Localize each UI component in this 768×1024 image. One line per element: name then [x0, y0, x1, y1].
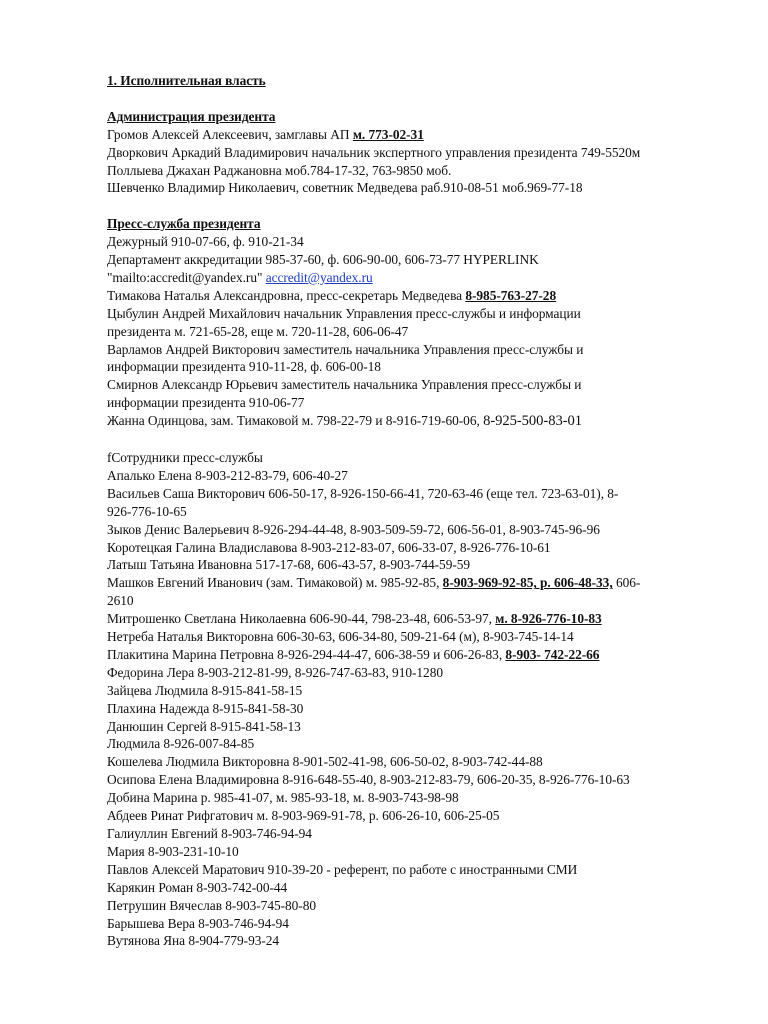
- staff-latysh: Латыш Татьяна Ивановна 517-17-68, 606-43-57, 8-903-744-59-59: [107, 557, 471, 573]
- staff-plakitina: [107, 646, 729, 664]
- press-odintsova-phone: 8-925-500-83-01: [483, 413, 583, 430]
- press-varlamov-line-2: информации президента 910-11-28, ф. 606-00-18: [107, 359, 381, 375]
- staff-karyakin: Карякин Роман 8-903-742-00-44: [107, 879, 288, 895]
- staff-zykov: Зыков Денис Валерьевич 8-926-294-44-48, 8-903-509-59-72, 606-56-01, 8-903-745-96-96: [107, 521, 600, 537]
- staff-fedorina: Федорина Лера 8-903-212-81-99, 8-926-747-63-83, 910-1280: [107, 664, 443, 680]
- staff-mashkov-2: 2610: [107, 593, 134, 609]
- admin-line-pollyeva: Поллыева Джахан Раджановна моб.784-17-32, 763-9850 моб.: [107, 162, 452, 178]
- press-smirnov-line-2: информации президента 910-06-77: [107, 395, 305, 411]
- press-duty-line: Дежурный 910-07-66, ф. 910-21-34: [107, 234, 304, 250]
- staff-abdeev: Абдеев Ринат Рифгатович м. 8-903-969-91-78, р. 606-26-10, 606-25-05: [107, 808, 500, 824]
- press-tsybulin-line-2: президента м. 721-65-28, еще м. 720-11-28, 606-06-47: [107, 323, 409, 339]
- staff-heading: fСотрудники пресс-службы: [107, 449, 263, 465]
- staff-maria: Мария 8-903-231-10-10: [107, 843, 239, 859]
- press-accreditation-email-line: [107, 269, 729, 287]
- staff-vutyanova: Вутянова Яна 8-904-779-93-24: [107, 933, 280, 949]
- press-odintsova-line: [107, 412, 729, 431]
- staff-mitroshenko: [107, 610, 729, 628]
- staff-mashkov-text: Машков Евгений Иванович (зам. Тимаковой) м. 985-92-85,: [107, 575, 443, 591]
- admin-line-dvorkovich: Дворкович Аркадий Владимирович начальник экспертного управления президента 749-5520м: [107, 144, 641, 160]
- highlighted-phone: 8-903- 742-22-66: [505, 646, 600, 662]
- admin-heading: Администрация президента: [107, 108, 276, 124]
- staff-barysheva: Барышева Вера 8-903-746-94-94: [107, 915, 289, 931]
- press-timakova-line: [107, 287, 729, 305]
- highlighted-phone: м. 8-926-776-10-83: [495, 611, 602, 627]
- staff-korotetskaya: Коротецкая Галина Владиславова 8-903-212-83-07, 606-33-07, 8-926-776-10-61: [107, 539, 551, 555]
- press-varlamov-line-1: Варламов Андрей Викторович заместитель начальника Управления пресс-службы и: [107, 341, 584, 357]
- email-prefix-text: "mailto:accredit@yandex.ru": [107, 269, 266, 285]
- press-tsybulin-line-1: Цыбулин Андрей Михайлович начальник Управления пресс-службы и информации: [107, 305, 581, 321]
- staff-osipova: Осипова Елена Владимировна 8-916-648-55-40, 8-903-212-83-79, 606-20-35, 8-926-776-10-63: [107, 772, 630, 788]
- press-smirnov-line-1: Смирнов Александр Юрьевич заместитель начальника Управления пресс-службы и: [107, 377, 582, 393]
- staff-vasiliev-1: Васильев Саша Викторович 606-50-17, 8-926-150-66-41, 720-63-46 (еще тел. 723-63-01), 8-: [107, 485, 619, 501]
- spacer: [107, 197, 729, 215]
- staff-kosheleva: Кошелева Людмила Викторовна 8-901-502-41-98, 606-50-02, 8-903-742-44-88: [107, 754, 543, 770]
- section-title: 1. Исполнительная власть: [107, 73, 266, 88]
- staff-galiullin: Галиуллин Евгений 8-903-746-94-94: [107, 826, 312, 842]
- staff-petrushin: Петрушин Вячеслав 8-903-745-80-80: [107, 897, 317, 913]
- staff-apalko: Апалько Елена 8-903-212-83-79, 606-40-27: [107, 467, 348, 483]
- press-odintsova-text: Жанна Одинцова, зам. Тимаковой м. 798-22-79 и 8-916-719-60-06,: [107, 413, 484, 429]
- staff-zaitseva: Зайцева Людмила 8-915-841-58-15: [107, 682, 303, 698]
- staff-lyudmila: Людмила 8-926-007-84-85: [107, 736, 255, 752]
- staff-mashkov-tail: 606-: [612, 575, 641, 591]
- highlighted-phone: 8-903-969-92-85, р. 606-48-33,: [442, 575, 613, 591]
- staff-danyushin: Данюшин Сергей 8-915-841-58-13: [107, 718, 301, 734]
- staff-mashkov-1: [107, 574, 729, 592]
- admin-line-text: Громов Алексей Алексеевич, замглавы АП: [107, 126, 353, 142]
- admin-line-gromov: [107, 126, 729, 144]
- press-accreditation-line: Департамент аккредитации 985-37-60, ф. 606-90-00, 606-73-77 HYPERLINK: [107, 252, 539, 268]
- staff-plakhina: Плахина Надежда 8-915-841-58-30: [107, 700, 304, 716]
- staff-mitroshenko-text: Митрошенко Светлана Николаевна 606-90-44, 798-23-48, 606-53-97,: [107, 611, 496, 627]
- press-heading: Пресс-служба президента: [107, 216, 261, 232]
- accreditation-email-link[interactable]: accredit@yandex.ru: [265, 269, 373, 285]
- staff-vasiliev-2: 926-776-10-65: [107, 503, 187, 519]
- admin-line-shevchenko: Шевченко Владимир Николаевич, советник Медведева раб.910-08-51 моб.969-77-18: [107, 180, 583, 196]
- press-timakova-text: Тимакова Наталья Александровна, пресс-секретарь Медведева: [107, 287, 466, 303]
- staff-plakitina-text: Плакитина Марина Петровна 8-926-294-44-47, 606-38-59 и 606-26-83,: [107, 646, 506, 662]
- staff-pavlov: Павлов Алексей Маратович 910-39-20 - референт, по работе с иностранными СМИ: [107, 861, 578, 877]
- highlighted-phone: м. 773-02-31: [352, 126, 424, 142]
- highlighted-phone: 8-985-763-27-28: [465, 287, 557, 303]
- spacer: [107, 431, 729, 449]
- staff-netreba: Нетреба Наталья Викторовна 606-30-63, 606-34-80, 509-21-64 (м), 8-903-745-14-14: [107, 629, 574, 645]
- spacer: [107, 90, 729, 108]
- staff-dobina: Добина Марина р. 985-41-07, м. 985-93-18, м. 8-903-743-98-98: [107, 790, 459, 806]
- document-page: [107, 72, 729, 950]
